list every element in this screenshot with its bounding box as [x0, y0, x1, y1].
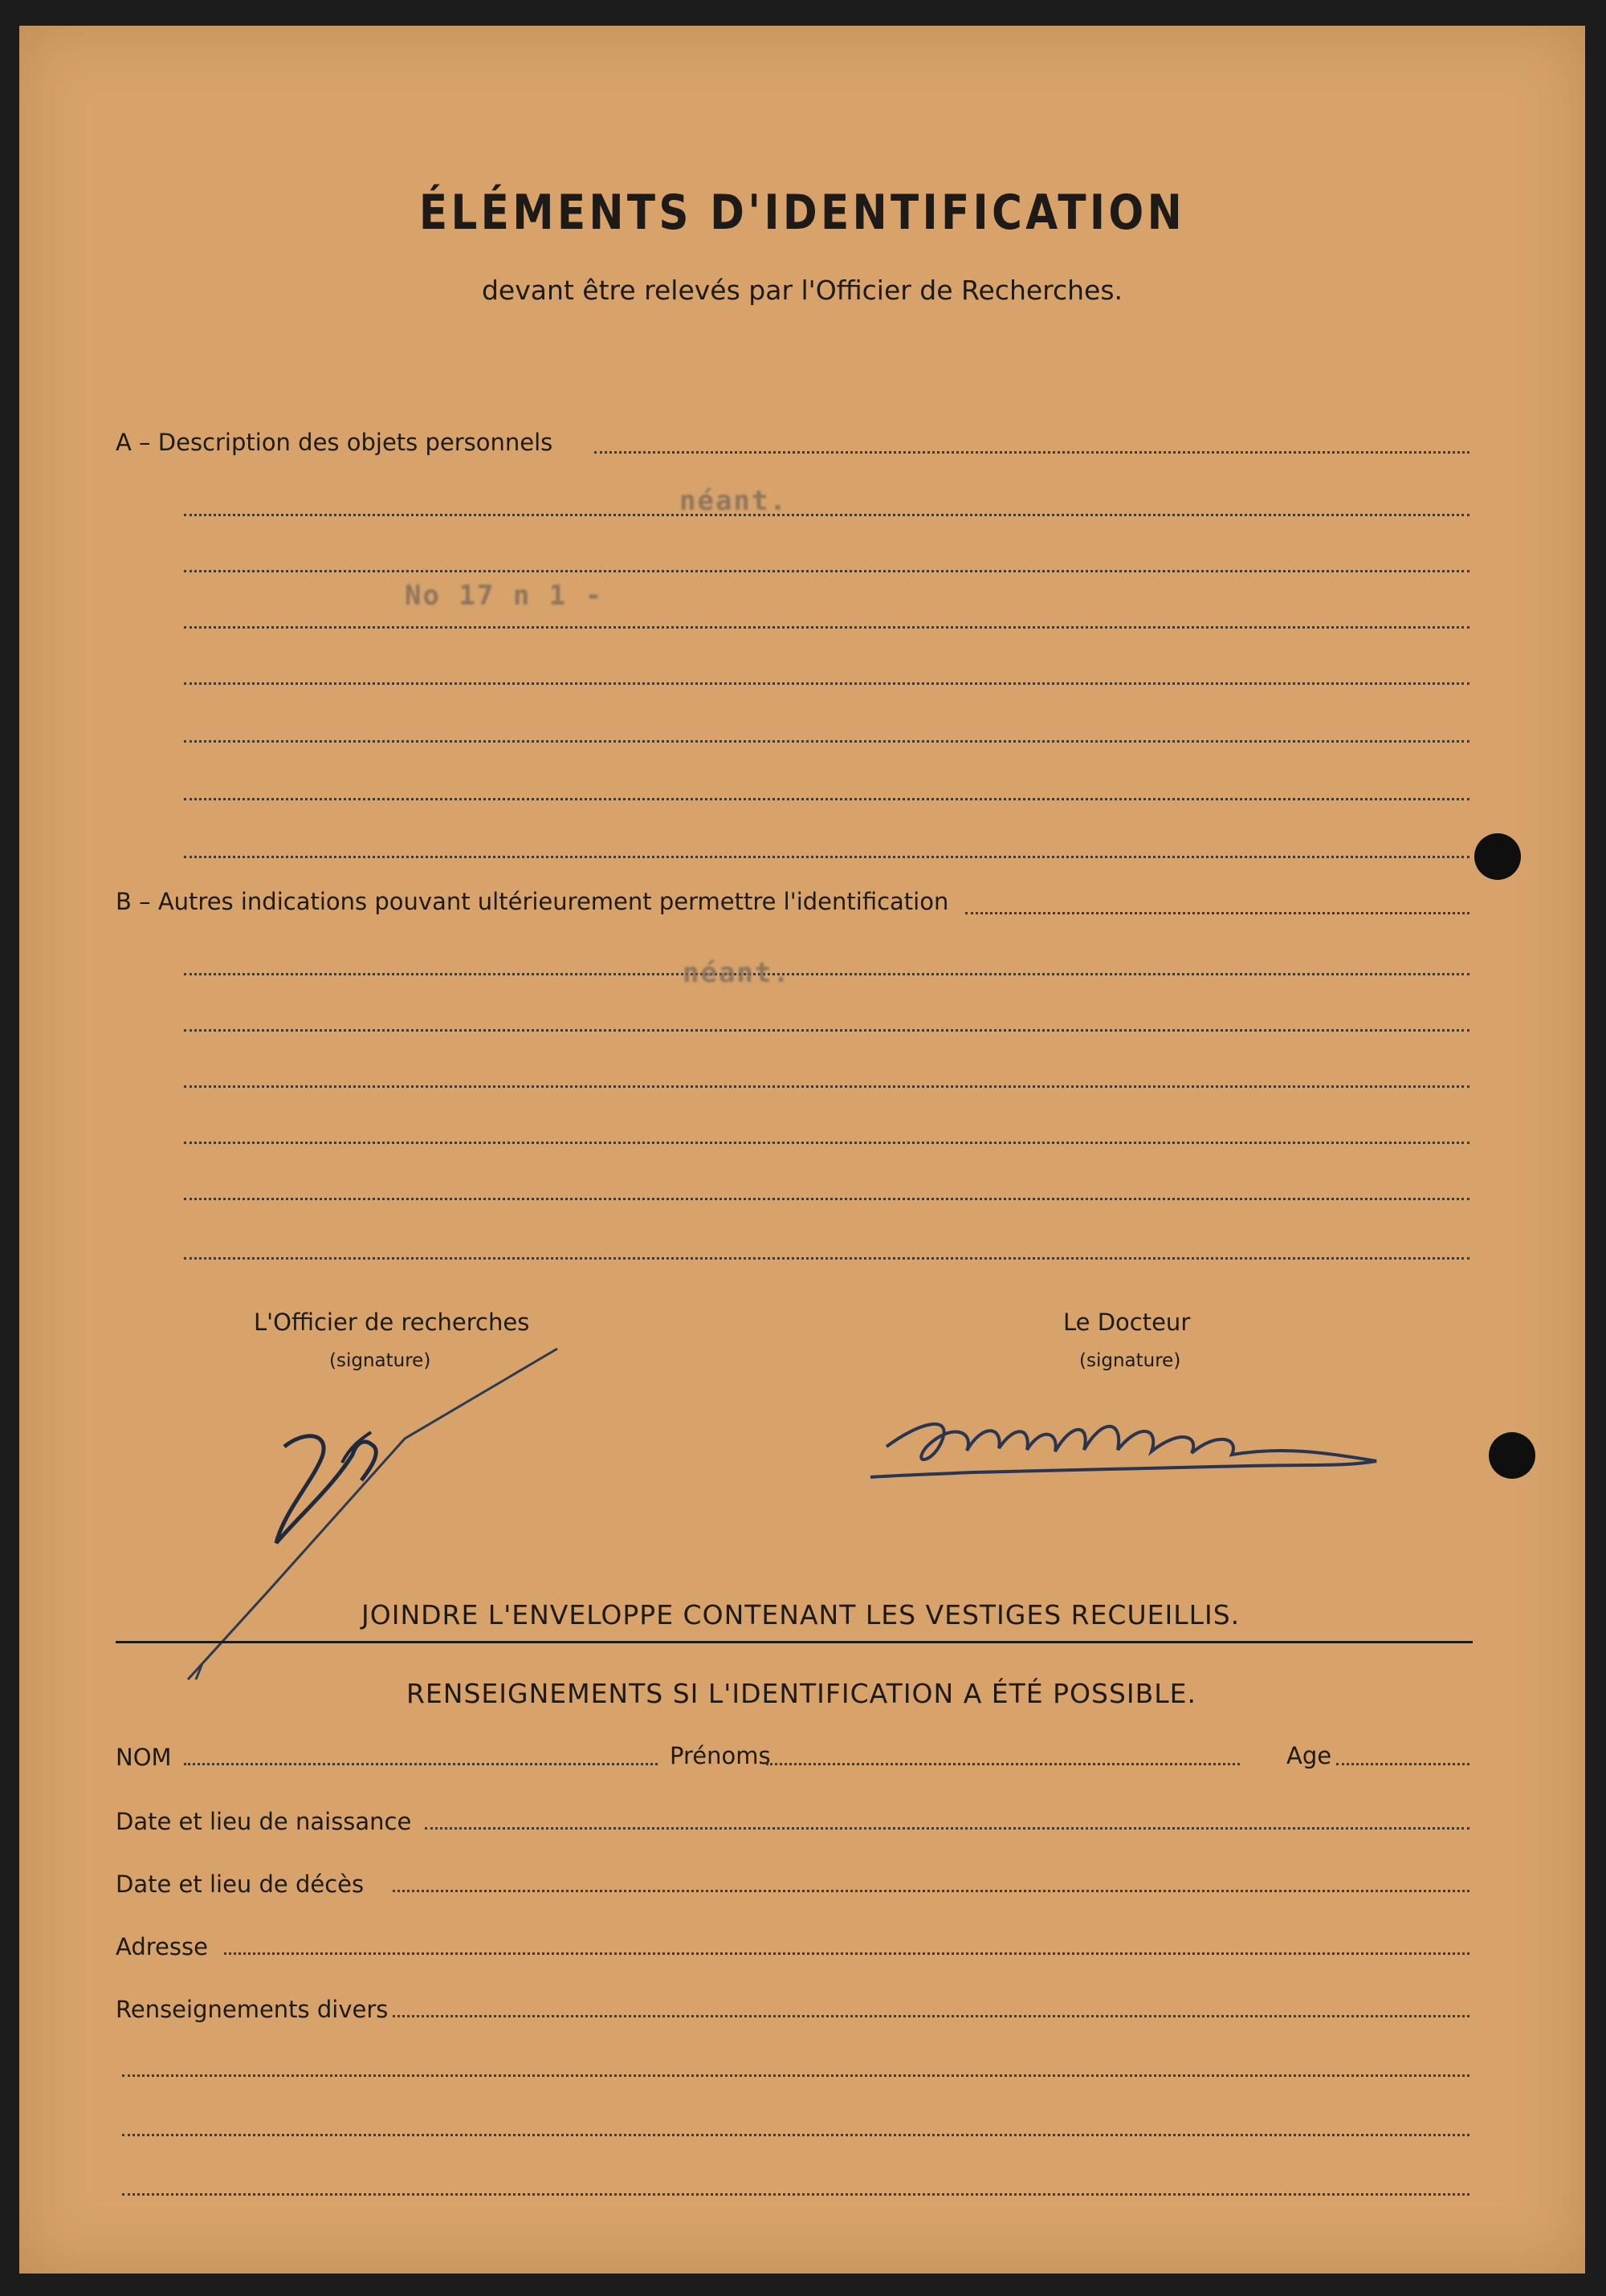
- adresse-label: Adresse: [116, 1933, 208, 1960]
- deces-label: Date et lieu de décès: [116, 1871, 365, 1898]
- section-a-line-2: [184, 570, 1469, 572]
- age-label: Age: [1286, 1742, 1332, 1769]
- section-b-line-2: [184, 1029, 1469, 1032]
- section-a-line-0: [594, 451, 1469, 454]
- section-a-typed-entry-2: No 17 n 1 -: [405, 580, 604, 612]
- form-title: ÉLÉMENTS D'IDENTIFICATION: [418, 185, 1186, 241]
- section-a-line-4: [184, 682, 1469, 685]
- divers-line-3: [122, 2193, 1469, 2196]
- section-b-line-3: [184, 1085, 1469, 1088]
- form-sheet: [19, 26, 1585, 2274]
- section-a-line-6: [184, 798, 1469, 800]
- officer-caption: (signature): [329, 1350, 431, 1371]
- prenoms-line: [766, 1763, 1240, 1765]
- section-b-label: B – Autres indications pouvant ultérieurement permettre l'identification: [116, 888, 949, 915]
- identification-heading: RENSEIGNEMENTS SI L'IDENTIFICATION A ÉTÉ POSSIBLE.: [406, 1678, 1196, 1709]
- section-b-line-5: [184, 1198, 1469, 1200]
- nom-label: NOM: [116, 1744, 172, 1771]
- prenoms-label: Prénoms: [670, 1742, 771, 1769]
- officer-signature: [164, 1342, 581, 1687]
- section-a-label: A – Description des objets personnels: [116, 429, 553, 456]
- section-a-line-3: [184, 626, 1469, 629]
- officer-label: L'Officier de recherches: [254, 1309, 530, 1336]
- divers-label: Renseignements divers: [116, 1996, 389, 2023]
- punch-hole-upper: [1474, 833, 1521, 880]
- age-line: [1336, 1763, 1469, 1765]
- section-b-line-0: [965, 912, 1469, 914]
- section-a-typed-entry-1: néant.: [679, 485, 788, 517]
- adresse-line: [224, 1952, 1469, 1955]
- doctor-label: Le Docteur: [1063, 1309, 1191, 1336]
- divers-line-2: [122, 2134, 1469, 2136]
- section-a-line-5: [184, 740, 1469, 743]
- naissance-line: [425, 1827, 1469, 1830]
- form-subtitle: devant être relevés par l'Officier de Recherches.: [481, 275, 1123, 306]
- divers-line-0: [393, 2015, 1469, 2017]
- punch-hole-lower: [1489, 1432, 1535, 1479]
- section-divider: [116, 1641, 1473, 1643]
- section-b-line-1: [184, 973, 1469, 975]
- naissance-label: Date et lieu de naissance: [116, 1808, 412, 1835]
- divers-line-1: [122, 2074, 1469, 2077]
- envelope-instruction: JOINDRE L'ENVELOPPE CONTENANT LES VESTIGES RECUEILLIS.: [361, 1599, 1241, 1630]
- section-b-line-6: [184, 1257, 1469, 1260]
- section-a-line-1: [184, 514, 1469, 516]
- nom-line: [184, 1763, 658, 1765]
- section-a-line-7: [184, 856, 1469, 858]
- doctor-signature: [862, 1374, 1425, 1511]
- deces-line: [393, 1890, 1469, 1892]
- section-b-line-4: [184, 1142, 1469, 1144]
- section-b-typed-entry-1: néant.: [683, 957, 791, 989]
- doctor-caption: (signature): [1079, 1350, 1181, 1371]
